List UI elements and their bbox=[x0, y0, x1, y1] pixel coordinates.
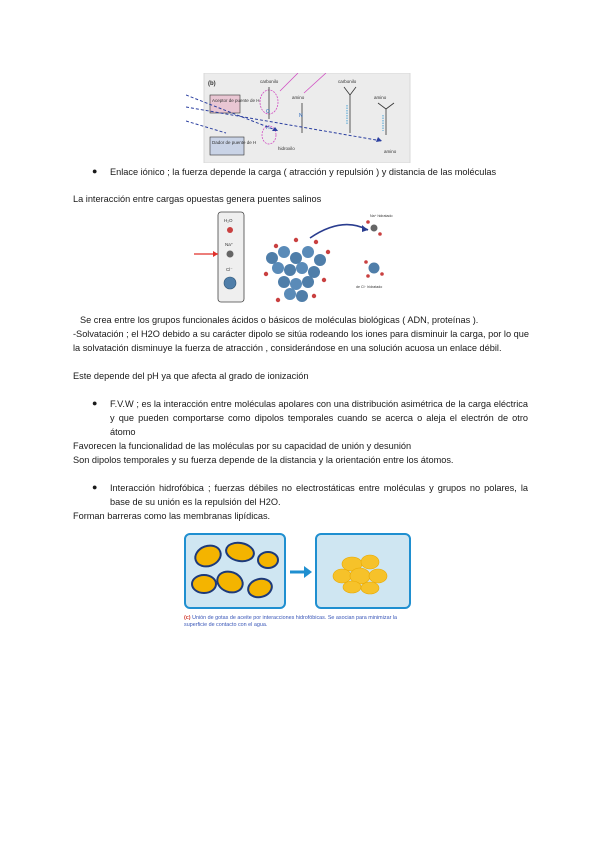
para-salt-bridges: La interacción entre cargas opuestas genera puentes salinos bbox=[73, 194, 322, 204]
bullet-ionic-bond: Enlace iónico ; la fuerza depende la carga ( atracción y repulsión ) y distancia de las moléculas bbox=[110, 167, 497, 177]
atom-o-left: O bbox=[266, 109, 270, 115]
legend-cl-icon bbox=[224, 277, 236, 289]
caption-text: Unión de gotas de aceite por interacciones hidrofóbicas. Se asocian para minimizar la superficie de contacto con el agua. bbox=[184, 615, 398, 628]
legend-na-label: Na⁺ bbox=[225, 242, 234, 247]
label-amino-left: amino bbox=[292, 95, 305, 100]
figure-hydrogen-bonds bbox=[186, 73, 412, 163]
bullet-hydrophobic: Interacción hidrofóbica ; fuerzas débiles no electrostáticas entre moléculas y grupos no polares, la base de su unión es la repulsión del H2O. bbox=[110, 483, 528, 507]
bullet-marker-3: ● bbox=[92, 482, 98, 492]
hydrated-na-ion bbox=[371, 225, 378, 232]
acceptor-label: Aceptor de puente de H bbox=[212, 98, 260, 103]
label-hidroxilo: hidroxilo bbox=[278, 146, 295, 151]
label-carbonilo-right: carbonilo bbox=[338, 79, 357, 84]
panel-letter: (b) bbox=[208, 81, 216, 87]
bullet-van-der-waals: F.V.W ; es la interacción entre moléculas apolares con una distribución asimétrica de la carga eléctrica y que pueden comportarse como dipolos temporales cuando se acerca o aleja el electrón de otro átomo bbox=[110, 399, 528, 437]
para-functional-groups: Se crea entre los grupos funcionales ácidos o básicos de moléculas biológicas ( ADN, proteínas ). bbox=[80, 315, 479, 325]
hydrophobic-diagram bbox=[184, 532, 412, 612]
solvation-diagram bbox=[192, 208, 404, 308]
caption-label: (c) bbox=[184, 615, 191, 621]
bullet-marker-2: ● bbox=[92, 398, 98, 408]
hydrogen-bond-diagram bbox=[186, 73, 412, 163]
para-membranes: Forman barreras como las membranas lipídicas. bbox=[73, 511, 271, 521]
donor-label: Dador de puente de H bbox=[212, 140, 257, 145]
label-amino-bottom: amino bbox=[384, 149, 397, 154]
para-temporary-dipoles: Son dipolos temporales y su fuerza depende de la distancia y la orientación entre los átomos. bbox=[73, 455, 454, 465]
atom-h-left: H bbox=[266, 125, 270, 131]
water-around-cl-3 bbox=[366, 274, 370, 278]
legend-na-icon bbox=[227, 251, 234, 258]
water-around-cl-1 bbox=[364, 260, 368, 264]
transition-arrowhead bbox=[304, 566, 312, 578]
label-cl-hidratado: de Cl⁻ hidratado bbox=[356, 285, 383, 289]
water-around-na-2 bbox=[378, 232, 382, 236]
figure-hydrophobic bbox=[184, 532, 412, 632]
para-solvation: -Solvatación ; el H2O debido a su carácter dipolo se sitúa rodeando los iones para disminuir la carga, por lo que la solvatación disminuye la fuerza de atracción , considerándose en una solución acuosa un enlace débil. bbox=[73, 329, 529, 353]
water-around-cl-2 bbox=[380, 272, 384, 276]
figure3-caption bbox=[184, 615, 412, 629]
para-functionality: Favorecen la funcionalidad de las moléculas por su capacidad de unión y desunión bbox=[73, 441, 412, 451]
figure-ionic-solvation bbox=[192, 208, 404, 308]
legend-water-icon bbox=[227, 227, 233, 233]
water-around-na-1 bbox=[366, 220, 370, 224]
legend-water-label: H₂O bbox=[224, 218, 233, 223]
label-amino-right: amino bbox=[374, 95, 387, 100]
atom-n-middle: N bbox=[299, 113, 303, 119]
para-ph: Este depende del pH ya que afecta al grado de ionización bbox=[73, 371, 309, 381]
label-na-hidratado: Na⁺ hidratado bbox=[370, 214, 393, 218]
label-carbonilo-left: carbonilo bbox=[260, 79, 279, 84]
hydrated-cl-ion bbox=[369, 263, 380, 274]
bullet-marker-1: ● bbox=[92, 166, 98, 176]
legend-cl-label: Cl⁻ bbox=[226, 267, 233, 272]
